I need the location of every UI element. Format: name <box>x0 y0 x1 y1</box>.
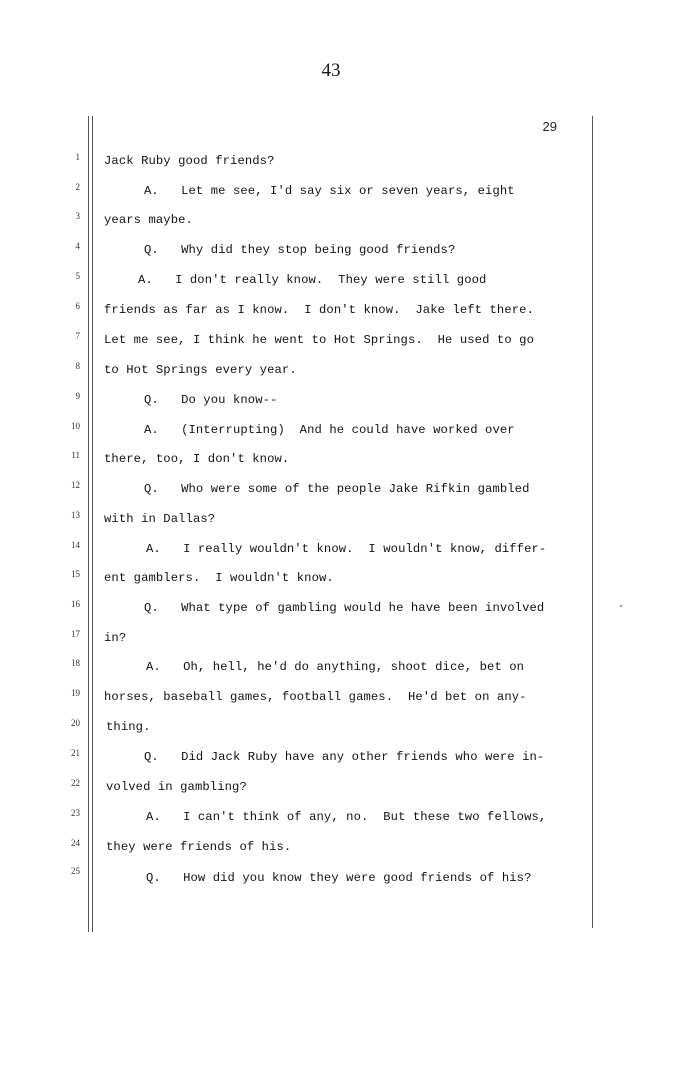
transcript-line: A. I really wouldn't know. I wouldn't know, differ- <box>146 542 547 556</box>
right-margin-rule <box>592 116 593 928</box>
transcript-line: volved in gambling? <box>106 780 247 794</box>
transcript-line: A. Let me see, I'd say six or seven years, eight <box>144 184 515 198</box>
line-number: 24 <box>71 838 80 848</box>
transcript-line: ent gamblers. I wouldn't know. <box>104 571 334 585</box>
transcript-line: thing. <box>106 720 151 734</box>
line-number: 4 <box>75 241 80 251</box>
transcript-line: with in Dallas? <box>104 512 216 526</box>
left-margin-rule <box>88 116 93 932</box>
transcript-page-number: 29 <box>542 119 557 134</box>
line-number: 12 <box>71 480 80 490</box>
line-number: 8 <box>75 361 80 371</box>
line-number: 14 <box>71 540 80 550</box>
transcript-line: Q. Why did they stop being good friends? <box>144 243 456 257</box>
line-number: 20 <box>71 718 80 728</box>
transcript-line: Q. Who were some of the people Jake Rifkin gambled <box>144 482 530 496</box>
stray-mark <box>620 605 622 607</box>
transcript-line: Let me see, I think he went to Hot Springs. He used to go <box>104 333 534 347</box>
line-number: 1 <box>75 152 80 162</box>
transcript-line: Q. How did you know they were good friends of his? <box>146 871 532 885</box>
transcript-line: years maybe. <box>104 213 193 227</box>
line-number: 17 <box>71 629 80 639</box>
transcript-line: A. Oh, hell, he'd do anything, shoot dice, bet on <box>146 660 525 674</box>
transcript-line: horses, baseball games, football games. He'd bet on any- <box>104 690 527 704</box>
transcript-line: friends as far as I know. I don't know. Jake left there. <box>104 303 534 317</box>
line-number: 2 <box>75 182 80 192</box>
line-number: 22 <box>71 778 80 788</box>
line-number: 15 <box>71 569 80 579</box>
line-number: 6 <box>75 301 80 311</box>
line-number: 18 <box>71 658 80 668</box>
page-number: 43 <box>321 60 341 81</box>
transcript-line: A. I can't think of any, no. But these two fellows, <box>146 810 547 824</box>
transcript-line: to Hot Springs every year. <box>104 363 297 377</box>
line-number: 9 <box>75 391 80 401</box>
transcript-line: Q. Did Jack Ruby have any other friends who were in- <box>144 750 545 764</box>
line-number: 25 <box>71 866 80 876</box>
transcript-line: in? <box>104 631 127 645</box>
transcript-line: there, too, I don't know. <box>104 452 290 466</box>
line-number: 5 <box>75 271 80 281</box>
transcript-line: A. I don't really know. They were still good <box>138 273 487 287</box>
line-number: 11 <box>71 450 80 460</box>
transcript-line: Q. What type of gambling would he have been involved <box>144 601 545 615</box>
transcript-line: Q. Do you know-- <box>144 393 278 407</box>
line-number: 19 <box>71 688 80 698</box>
line-number: 23 <box>71 808 80 818</box>
line-number: 3 <box>75 211 80 221</box>
line-number: 16 <box>71 599 80 609</box>
transcript-line: they were friends of his. <box>106 840 292 854</box>
line-number: 21 <box>71 748 80 758</box>
transcript-line: A. (Interrupting) And he could have worked over <box>144 423 515 437</box>
line-number: 7 <box>75 331 80 341</box>
line-number: 10 <box>71 421 80 431</box>
line-number: 13 <box>71 510 80 520</box>
transcript-line: Jack Ruby good friends? <box>104 154 275 168</box>
